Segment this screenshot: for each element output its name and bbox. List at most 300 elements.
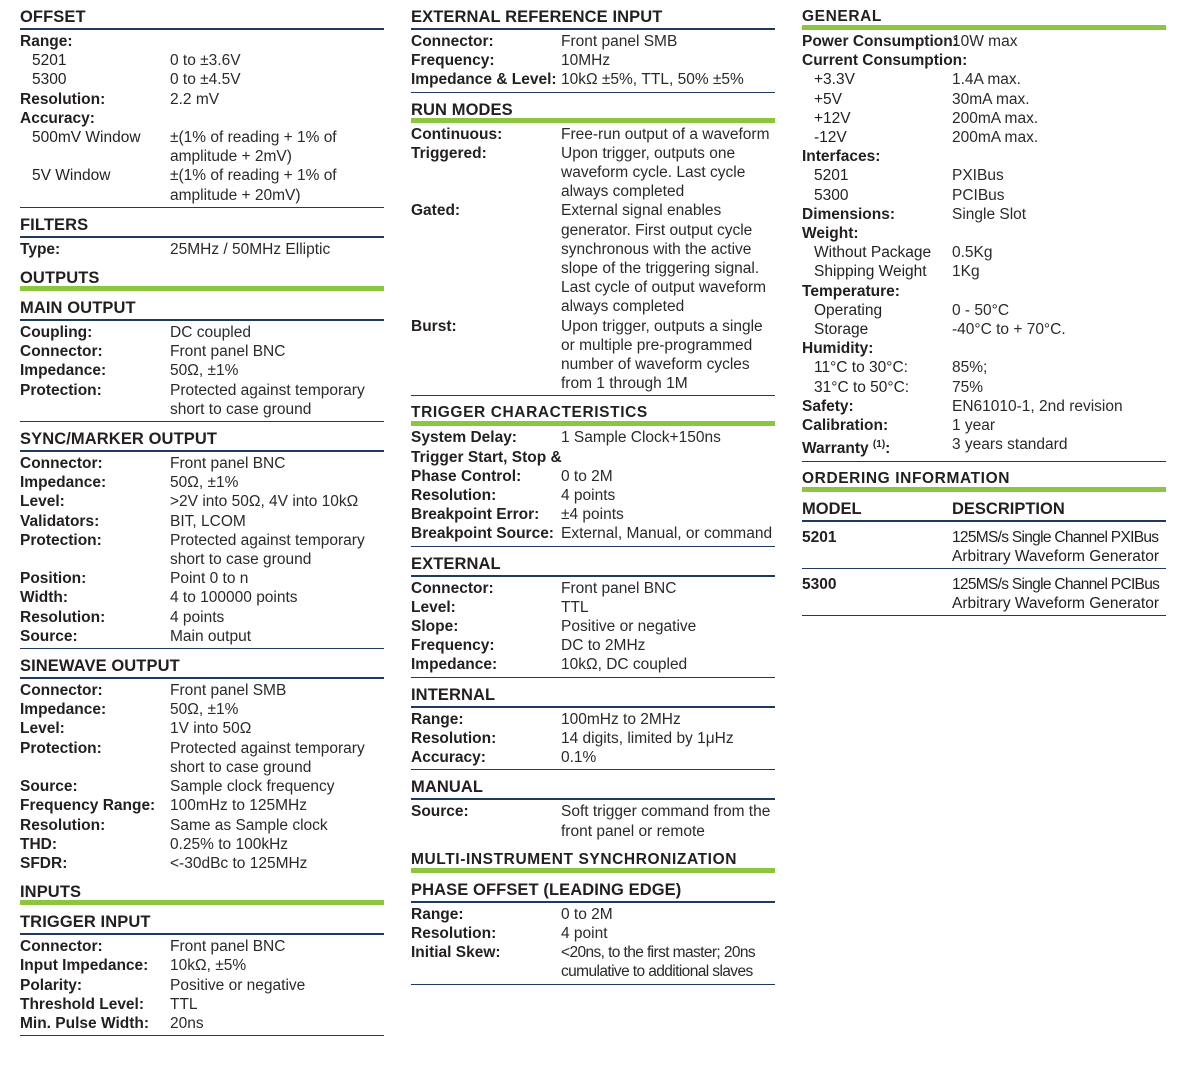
- spec-rows: [411, 800, 775, 842]
- spec-value: [952, 224, 1166, 243]
- spec-row: [802, 301, 1166, 320]
- spec-row: [802, 224, 1166, 243]
- spec-label: 5300: [32, 71, 67, 89]
- spec-value: 10kΩ, DC coupled: [561, 656, 688, 674]
- spec-label: System Delay:: [411, 429, 517, 447]
- spec-row: [802, 205, 1166, 224]
- spec-value: ±(1% of reading + 1% of amplitude + 2mV): [170, 129, 337, 166]
- spec-row: [802, 262, 1166, 281]
- spec-label: Continuous:: [411, 125, 503, 143]
- spec-row: [20, 1014, 384, 1033]
- spec-row: [411, 144, 775, 202]
- spec-label: Level:: [411, 598, 456, 616]
- spec-value: [952, 147, 1166, 166]
- spec-value: Protected against temporary short to case ground: [170, 531, 365, 569]
- spec-row: [411, 201, 775, 316]
- spec-rows: [411, 903, 775, 985]
- spec-label: Min. Pulse Width:: [20, 1014, 150, 1032]
- ordering-model: 5201: [802, 528, 837, 546]
- spec-label: Initial Skew:: [411, 944, 501, 962]
- spec-value: 1 Sample Clock+150ns: [561, 429, 721, 447]
- spec-row: [802, 109, 1166, 128]
- spec-rows: [411, 123, 775, 397]
- spec-column-right: [802, 0, 1166, 616]
- spec-row: [20, 32, 384, 51]
- spec-label: SFDR:: [20, 854, 68, 872]
- spec-row: [411, 70, 775, 89]
- spec-label: Frequency Range:: [20, 797, 156, 815]
- spec-value: TTL: [170, 995, 198, 1013]
- spec-label: [802, 435, 952, 458]
- spec-row: [20, 569, 384, 588]
- spec-label: Slope:: [411, 618, 459, 636]
- spec-row: [20, 796, 384, 815]
- spec-label: Burst:: [411, 317, 457, 335]
- ordering-description-line1: 125MS/s Single Channel PXIBus: [952, 528, 1159, 546]
- spec-row: [411, 125, 775, 144]
- spec-row: [802, 51, 1166, 70]
- spec-row: [411, 636, 775, 655]
- section-ordering-information: [802, 462, 1166, 492]
- spec-label: Level:: [20, 720, 65, 738]
- spec-row: [411, 905, 775, 924]
- spec-row: [411, 524, 775, 543]
- spec-label: THD:: [20, 835, 58, 853]
- spec-value: [561, 448, 775, 467]
- spec-row: [20, 681, 384, 700]
- spec-rows: [20, 935, 384, 1036]
- spec-value: [952, 339, 1166, 358]
- spec-row: [20, 361, 384, 380]
- spec-row: [20, 835, 384, 854]
- spec-value: [170, 109, 384, 128]
- spec-rows: [411, 426, 775, 546]
- spec-value: Front panel BNC: [170, 455, 286, 473]
- spec-label: Accuracy:: [20, 109, 95, 127]
- spec-rows: [20, 30, 384, 208]
- spec-value: 50Ω, ±1%: [170, 701, 239, 719]
- spec-label: Operating: [814, 301, 883, 319]
- spec-value: EN61010-1, 2nd revision: [952, 397, 1123, 415]
- spec-row: [802, 397, 1166, 416]
- spec-label: Temperature:: [802, 282, 900, 300]
- spec-label: Range:: [411, 710, 464, 728]
- spec-value: Protected against temporary short to case ground: [170, 739, 365, 776]
- spec-value: Front panel SMB: [170, 682, 287, 700]
- spec-value: 10MHz: [561, 52, 611, 70]
- spec-label: Frequency:: [411, 52, 495, 70]
- spec-rows: [411, 708, 775, 771]
- spec-label: Threshold Level:: [20, 995, 145, 1013]
- spec-label: 500mV Window: [32, 129, 141, 147]
- spec-value: 10W max: [952, 33, 1018, 50]
- spec-value: 100mHz to 2MHz: [561, 710, 681, 728]
- spec-label: Resolution:: [411, 924, 497, 942]
- spec-label: Connector:: [20, 938, 103, 956]
- spec-row: [411, 748, 775, 767]
- spec-row: [20, 51, 384, 70]
- spec-label: +12V: [814, 109, 851, 127]
- spec-value: Sample clock frequency: [170, 778, 335, 796]
- spec-row: [411, 943, 775, 981]
- spec-row: [802, 90, 1166, 109]
- spec-label: Connector:: [20, 455, 103, 473]
- spec-rows: [802, 30, 1166, 462]
- spec-rows: [411, 577, 775, 678]
- spec-value: 0.25% to 100kHz: [170, 835, 289, 853]
- spec-row: [411, 729, 775, 748]
- spec-label: Protection:: [20, 739, 102, 757]
- spec-value: DC coupled: [170, 324, 251, 342]
- spec-row: [20, 70, 384, 89]
- ordering-header-model: MODEL: [802, 499, 862, 518]
- spec-value: PCIBus: [952, 186, 1005, 204]
- spec-value: 100mHz to 125MHz: [170, 797, 307, 815]
- spec-value: Upon trigger, outputs one waveform cycle. Last cycle always completed: [561, 144, 746, 201]
- spec-value: 75%: [952, 378, 984, 396]
- spec-label: Type:: [20, 240, 61, 258]
- spec-row: [411, 617, 775, 636]
- ordering-header: [802, 492, 1166, 522]
- spec-row: [20, 128, 384, 166]
- spec-label: 11°C to 30°C:: [814, 359, 908, 377]
- section-title: MANUAL: [411, 770, 775, 800]
- spec-value: >2V into 50Ω, 4V into 10kΩ: [170, 493, 359, 511]
- spec-value: Positive or negative: [561, 618, 697, 636]
- spec-label: Shipping Weight: [814, 263, 927, 281]
- spec-row: [802, 378, 1166, 397]
- spec-value: 3 years standard: [952, 436, 1068, 454]
- spec-label: Resolution:: [20, 816, 106, 834]
- spec-row: [20, 166, 384, 204]
- spec-row: [20, 976, 384, 995]
- spec-row: [411, 51, 775, 70]
- spec-row: [20, 90, 384, 109]
- spec-row: [411, 924, 775, 943]
- spec-label: Accuracy:: [411, 749, 486, 767]
- spec-value: Front panel BNC: [170, 938, 286, 956]
- spec-value: 0 to 2M: [561, 467, 613, 485]
- spec-value: 200mA max.: [952, 109, 1039, 127]
- spec-label: Gated:: [411, 202, 461, 220]
- section-internal: [411, 678, 775, 771]
- spec-rows: [20, 452, 384, 649]
- spec-value: 1 year: [952, 417, 996, 435]
- spec-row: [411, 598, 775, 617]
- section-phase-offset-leading-edge: [411, 873, 775, 985]
- spec-label: Trigger Start, Stop &: [411, 448, 562, 466]
- spec-value: TTL: [561, 598, 589, 616]
- spec-label: Impedance & Level:: [411, 71, 557, 89]
- spec-row: [20, 627, 384, 646]
- section-title: PHASE OFFSET (LEADING EDGE): [411, 873, 775, 903]
- ordering-table: [802, 492, 1166, 617]
- spec-label: Humidity:: [802, 340, 874, 358]
- spec-label: Resolution:: [20, 608, 106, 626]
- spec-label: Triggered:: [411, 144, 487, 162]
- section-title: FILTERS: [20, 208, 384, 238]
- spec-row: [802, 166, 1166, 185]
- spec-row: [802, 282, 1166, 301]
- spec-row: [20, 608, 384, 627]
- spec-label: Calibration:: [802, 417, 889, 435]
- spec-value: 85%;: [952, 359, 988, 377]
- section-title: INPUTS: [20, 875, 384, 905]
- spec-row: [20, 739, 384, 777]
- ordering-row: [802, 569, 1166, 616]
- spec-value: 200mA max.: [952, 129, 1039, 147]
- spec-value: Front panel BNC: [170, 343, 286, 361]
- spec-value: 4 points: [170, 608, 225, 626]
- spec-row: [20, 492, 384, 511]
- spec-value: BIT, LCOM: [170, 512, 246, 530]
- spec-label: 5201: [32, 52, 67, 70]
- spec-label: Impedance:: [20, 362, 107, 380]
- spec-value: Front panel SMB: [561, 33, 678, 50]
- section-manual: [411, 770, 775, 842]
- spec-row: [802, 358, 1166, 377]
- spec-label: Impedance:: [20, 701, 107, 719]
- spec-label: Breakpoint Source:: [411, 525, 554, 543]
- spec-value: 4 points: [561, 487, 616, 505]
- section-sinewave-output: [20, 649, 384, 875]
- spec-label: Storage: [814, 321, 869, 339]
- spec-row: [20, 700, 384, 719]
- spec-label: Weight:: [802, 225, 859, 243]
- spec-row: [20, 937, 384, 956]
- section-title: INTERNAL: [411, 678, 775, 708]
- spec-label: Current Consumption:: [802, 52, 968, 70]
- spec-label: Interfaces:: [802, 148, 881, 166]
- spec-row: [20, 240, 384, 259]
- spec-row: [20, 512, 384, 531]
- spec-label: 31°C to 50°C:: [814, 378, 910, 396]
- spec-label: +3.3V: [814, 71, 855, 89]
- ordering-row: [802, 522, 1166, 569]
- spec-value: Upon trigger, outputs a single or multiple pre-programmed number of waveform cycles from 1 through 1M: [561, 317, 763, 393]
- footnote-marker: (1): [872, 439, 886, 451]
- spec-label: Position:: [20, 570, 87, 588]
- spec-label: Power Consumption:: [802, 33, 958, 50]
- spec-value: 1.4A max.: [952, 71, 1021, 89]
- section-general: [802, 0, 1166, 462]
- spec-row: [20, 473, 384, 492]
- spec-row: [20, 956, 384, 975]
- spec-value: 1Kg: [952, 263, 980, 281]
- spec-row: [20, 854, 384, 873]
- spec-label: Source:: [20, 627, 78, 645]
- spec-value: 0.1%: [561, 749, 597, 767]
- spec-label: Resolution:: [411, 729, 497, 747]
- spec-row: [411, 505, 775, 524]
- spec-row: [802, 243, 1166, 262]
- spec-value: -40°C to + 70°C.: [952, 321, 1066, 339]
- spec-label-text: Warranty: [802, 440, 869, 458]
- spec-value: External, Manual, or command: [561, 525, 773, 543]
- spec-column-middle: [411, 0, 775, 985]
- spec-row: [411, 802, 775, 840]
- spec-label: +5V: [814, 90, 843, 108]
- spec-row: [411, 317, 775, 394]
- spec-value: <-30dBc to 125MHz: [170, 854, 308, 872]
- ordering-description-line2: Arbitrary Waveform Generator: [952, 595, 1160, 613]
- spec-label: Connector:: [20, 343, 103, 361]
- spec-value: 4 point: [561, 924, 608, 942]
- spec-value: PXIBus: [952, 167, 1004, 185]
- spec-label: Safety:: [802, 397, 854, 415]
- spec-row: [411, 710, 775, 729]
- spec-value: Single Slot: [952, 205, 1027, 223]
- section-title: TRIGGER INPUT: [20, 905, 384, 935]
- spec-label: Coupling:: [20, 324, 93, 342]
- spec-label: Polarity:: [20, 976, 83, 994]
- spec-value: <20ns, to the first master; 20ns cumulative to additional slaves: [561, 944, 756, 981]
- spec-label: Level:: [20, 493, 65, 511]
- spec-value: 20ns: [170, 1014, 204, 1032]
- ordering-description-line2: Arbitrary Waveform Generator: [952, 547, 1160, 565]
- section-outputs: [20, 261, 384, 291]
- section-sync-marker-output: [20, 422, 384, 649]
- section-title: GENERAL: [802, 0, 1166, 30]
- spec-row: [20, 342, 384, 361]
- spec-value: [952, 282, 1166, 301]
- spec-row: [802, 435, 1166, 458]
- spec-rows: [20, 238, 384, 261]
- spec-label: Phase Control:: [411, 467, 522, 485]
- spec-row: [411, 428, 775, 447]
- ordering-description-line1: 125MS/s Single Channel PCIBus: [952, 576, 1160, 594]
- section-trigger-input: [20, 905, 384, 1036]
- spec-row: [802, 147, 1166, 166]
- spec-value: 0 to ±3.6V: [170, 52, 241, 70]
- spec-value: [952, 51, 1166, 70]
- spec-value: 50Ω, ±1%: [170, 474, 239, 492]
- ordering-header-description: DESCRIPTION: [952, 499, 1065, 518]
- spec-value: 0 - 50°C: [952, 301, 1010, 319]
- spec-row: [802, 70, 1166, 89]
- spec-row: [411, 655, 775, 674]
- spec-row: [20, 816, 384, 835]
- section-title: SYNC/MARKER OUTPUT: [20, 422, 384, 452]
- section-title: SINEWAVE OUTPUT: [20, 649, 384, 679]
- spec-value: 0 to ±4.5V: [170, 71, 241, 89]
- spec-label: Impedance:: [411, 656, 498, 674]
- spec-label: -12V: [814, 129, 847, 147]
- spec-row: [20, 381, 384, 419]
- section-title: OFFSET: [20, 0, 384, 30]
- section-title: EXTERNAL REFERENCE INPUT: [411, 0, 775, 30]
- section-title: TRIGGER CHARACTERISTICS: [411, 396, 775, 426]
- spec-label: Protection:: [20, 381, 102, 399]
- spec-value: Same as Sample clock: [170, 816, 328, 834]
- spec-value: External signal enables generator. First output cycle synchronous with the active slope of the triggering signal. Last cycle of output waveform always completed: [561, 202, 767, 316]
- spec-value: 4 to 100000 points: [170, 589, 298, 607]
- spec-value: ±4 points: [561, 506, 624, 524]
- spec-label: 5300: [814, 186, 849, 204]
- spec-row: [20, 323, 384, 342]
- spec-column-left: [20, 0, 384, 1036]
- section-title: OUTPUTS: [20, 261, 384, 291]
- spec-row: [20, 588, 384, 607]
- spec-row: [411, 448, 775, 467]
- spec-value: DC to 2MHz: [561, 637, 646, 655]
- spec-label: 5V Window: [32, 167, 111, 185]
- ordering-model: 5300: [802, 576, 837, 594]
- spec-value: Main output: [170, 627, 251, 645]
- spec-row: [411, 32, 775, 51]
- spec-row: [20, 995, 384, 1014]
- spec-label: Frequency:: [411, 637, 495, 655]
- section-trigger-characteristics: [411, 396, 775, 546]
- spec-row: [802, 339, 1166, 358]
- section-external: [411, 547, 775, 678]
- spec-label: Connector:: [20, 682, 103, 700]
- spec-label: Without Package: [814, 244, 932, 262]
- spec-row: [802, 128, 1166, 147]
- spec-value: 25MHz / 50MHz Elliptic: [170, 240, 331, 258]
- spec-value: 14 digits, limited by 1μHz: [561, 729, 734, 747]
- spec-label: Validators:: [20, 512, 100, 530]
- section-main-output: [20, 291, 384, 422]
- section-filters: [20, 208, 384, 261]
- spec-row: [20, 719, 384, 738]
- spec-label: Input Impedance:: [20, 957, 149, 975]
- spec-value: Front panel BNC: [561, 579, 677, 597]
- spec-row: [20, 531, 384, 569]
- spec-label: Source:: [411, 803, 469, 821]
- section-run-modes: [411, 93, 775, 397]
- spec-row: [20, 109, 384, 128]
- section-title: MULTI-INSTRUMENT SYNCHRONIZATION: [411, 843, 775, 873]
- spec-rows: [411, 30, 775, 93]
- spec-value: 0 to 2M: [561, 905, 613, 923]
- spec-label: Protection:: [20, 531, 102, 549]
- spec-value: ±(1% of reading + 1% of amplitude + 20mV): [170, 167, 337, 204]
- spec-value: Free-run output of a waveform: [561, 125, 770, 143]
- spec-label: Connector:: [411, 33, 494, 50]
- spec-label: Dimensions:: [802, 205, 896, 223]
- spec-value: 30mA max.: [952, 90, 1030, 108]
- spec-row: [20, 777, 384, 796]
- spec-value: Point 0 to n: [170, 570, 249, 588]
- spec-row: [411, 467, 775, 486]
- section-title: RUN MODES: [411, 93, 775, 123]
- section-title: ORDERING INFORMATION: [802, 462, 1166, 492]
- spec-row: [20, 454, 384, 473]
- spec-value: 2.2 mV: [170, 90, 220, 108]
- section-offset: [20, 0, 384, 208]
- spec-label: Resolution:: [411, 487, 497, 505]
- spec-row: [802, 186, 1166, 205]
- section-external-reference-input: [411, 0, 775, 93]
- spec-label: 5201: [814, 167, 849, 185]
- spec-rows: [20, 679, 384, 875]
- spec-row: [802, 416, 1166, 435]
- section-multi-instrument-synchronization: [411, 843, 775, 873]
- spec-value: 10kΩ ±5%, TTL, 50% ±5%: [561, 71, 744, 89]
- spec-label: Impedance:: [20, 474, 107, 492]
- section-inputs: [20, 875, 384, 905]
- spec-value: Protected against temporary short to case ground: [170, 381, 365, 418]
- section-title: MAIN OUTPUT: [20, 291, 384, 321]
- spec-value: Positive or negative: [170, 976, 306, 994]
- ordering-description: [952, 528, 1166, 566]
- spec-value: 1V into 50Ω: [170, 720, 252, 738]
- section-title: EXTERNAL: [411, 547, 775, 577]
- spec-row: [802, 32, 1166, 51]
- spec-label: Source:: [20, 778, 78, 796]
- spec-label: Breakpoint Error:: [411, 506, 540, 524]
